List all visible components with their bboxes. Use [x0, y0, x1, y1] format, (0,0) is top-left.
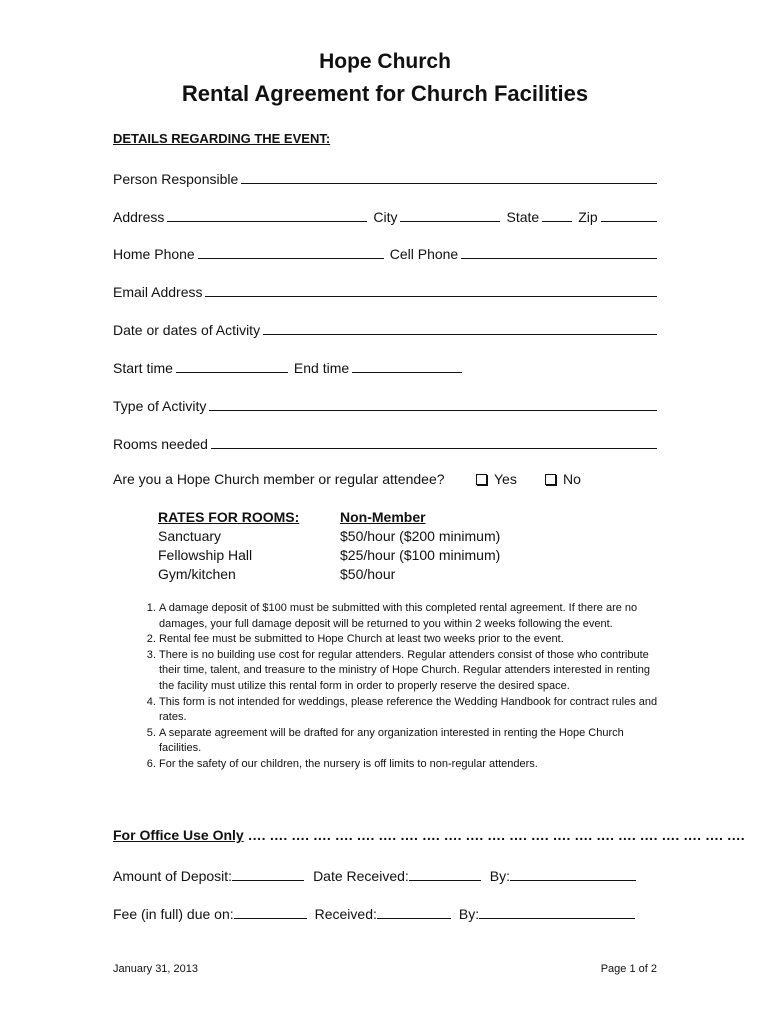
time-row: [113, 358, 657, 376]
fee-due-field[interactable]: [234, 904, 307, 919]
email-row: [113, 282, 657, 300]
fee-due-label: Fee (in full) due on:: [113, 906, 234, 922]
address-label: Address: [113, 209, 165, 225]
state-label: State: [506, 209, 540, 225]
no-label: No: [563, 471, 581, 487]
room-rate: $50/hour ($200 minimum): [340, 528, 501, 544]
fee-received-label: Received:: [314, 906, 377, 922]
office-use-heading: [113, 827, 745, 843]
event-details-heading: DETAILS REGARDING THE EVENT:: [113, 131, 331, 146]
footer-date: January 31, 2013: [113, 963, 199, 975]
zip-field[interactable]: [601, 207, 657, 222]
end-time-field[interactable]: [352, 358, 462, 373]
rule-item: 6. For the safety of our children, the nursery is off limits to non-regular attenders.: [159, 757, 658, 773]
membership-no-option[interactable]: [545, 471, 581, 487]
nonmember-heading: Non-Member: [340, 509, 426, 525]
date-received-label: Date Received:: [313, 868, 409, 884]
activity-type-row: [113, 396, 657, 414]
person-responsible-field[interactable]: [241, 169, 657, 184]
city-label: City: [373, 209, 398, 225]
start-time-label: Start time: [113, 360, 173, 376]
phone-row: [113, 244, 657, 262]
rule-item: 4. This form is not intended for weddings, please reference the Wedding Handbook for contract rules and rates.: [159, 695, 658, 726]
rule-item: 5. A separate agreement will be drafted for any organization interested in renting the Hope Church facilities.: [159, 726, 658, 757]
room-name: Sanctuary: [158, 528, 222, 544]
room-rate: $50/hour: [340, 566, 396, 582]
rooms-row: [113, 434, 657, 452]
fee-row: [113, 904, 657, 922]
rule-item: 2. Rental fee must be submitted to Hope Church at least two weeks prior to the event.: [159, 632, 658, 648]
home-phone-field[interactable]: [198, 244, 384, 259]
office-use-title: For Office Use Only: [113, 827, 244, 843]
document-title: Rental Agreement for Church Facilities: [181, 81, 589, 106]
email-label: Email Address: [113, 284, 203, 300]
room-name: Fellowship Hall: [158, 547, 253, 563]
no-checkbox[interactable]: [545, 474, 556, 485]
date-received-field[interactable]: [409, 866, 481, 881]
membership-yes-option[interactable]: [476, 471, 517, 487]
deposit-label: Amount of Deposit:: [113, 868, 233, 884]
dates-label: Date or dates of Activity: [113, 322, 261, 338]
church-name: Hope Church: [319, 50, 451, 73]
deposit-row: [113, 866, 657, 884]
activity-type-field[interactable]: [209, 396, 657, 411]
rental-rules: [113, 601, 658, 773]
address-field[interactable]: [167, 207, 367, 222]
yes-label: Yes: [494, 471, 517, 487]
state-field[interactable]: [542, 207, 572, 222]
person-responsible-row: [113, 169, 657, 187]
nonmember-column: [340, 508, 500, 584]
yes-checkbox[interactable]: [476, 474, 487, 485]
cell-phone-label: Cell Phone: [389, 246, 459, 262]
dates-row: [113, 320, 657, 338]
home-phone-label: Home Phone: [113, 246, 195, 262]
room-name: Gym/kitchen: [158, 566, 236, 582]
fee-by-label: By:: [458, 906, 480, 922]
dates-field[interactable]: [263, 320, 657, 335]
rooms-label: Rooms needed: [113, 436, 208, 452]
rule-item: 3. There is no building use cost for regular attenders. Regular attenders consist of those who contribute their time, talent, and treasure to the ministry of Hope Church. Regular attenders interested in renting the facility must utilize this rental form in order to properly reserve the desired space.: [159, 648, 658, 695]
deposit-by-label: By:: [489, 868, 511, 884]
rooms-field[interactable]: [211, 434, 657, 449]
membership-row: [113, 471, 657, 487]
zip-label: Zip: [578, 209, 598, 225]
email-field[interactable]: [205, 282, 657, 297]
fee-by-field[interactable]: [479, 904, 635, 919]
rates-heading: RATES FOR ROOMS:: [158, 509, 300, 525]
deposit-by-field[interactable]: [510, 866, 636, 881]
office-use-dots: …. …. …. …. …. …. …. …. …. …. …. …. …. …. …. …. …. …. …. …. …. …. ….: [247, 827, 745, 843]
page-number: Page 1 of 2: [600, 963, 657, 975]
end-time-label: End time: [293, 360, 350, 376]
address-row: [113, 207, 657, 225]
rooms-column: [158, 508, 299, 584]
membership-question: Are you a Hope Church member or regular attendee?: [113, 471, 445, 487]
city-field[interactable]: [400, 207, 500, 222]
rule-item: 1. A damage deposit of $100 must be submitted with this completed rental agreement. If there are no damages, your full damage deposit will be returned to you within 2 weeks following the event.: [159, 601, 658, 632]
room-rate: $25/hour ($100 minimum): [340, 547, 501, 563]
fee-received-field[interactable]: [377, 904, 451, 919]
activity-type-label: Type of Activity: [113, 398, 207, 414]
person-responsible-label: Person Responsible: [113, 171, 239, 187]
cell-phone-field[interactable]: [461, 244, 657, 259]
start-time-field[interactable]: [176, 358, 288, 373]
deposit-field[interactable]: [232, 866, 304, 881]
